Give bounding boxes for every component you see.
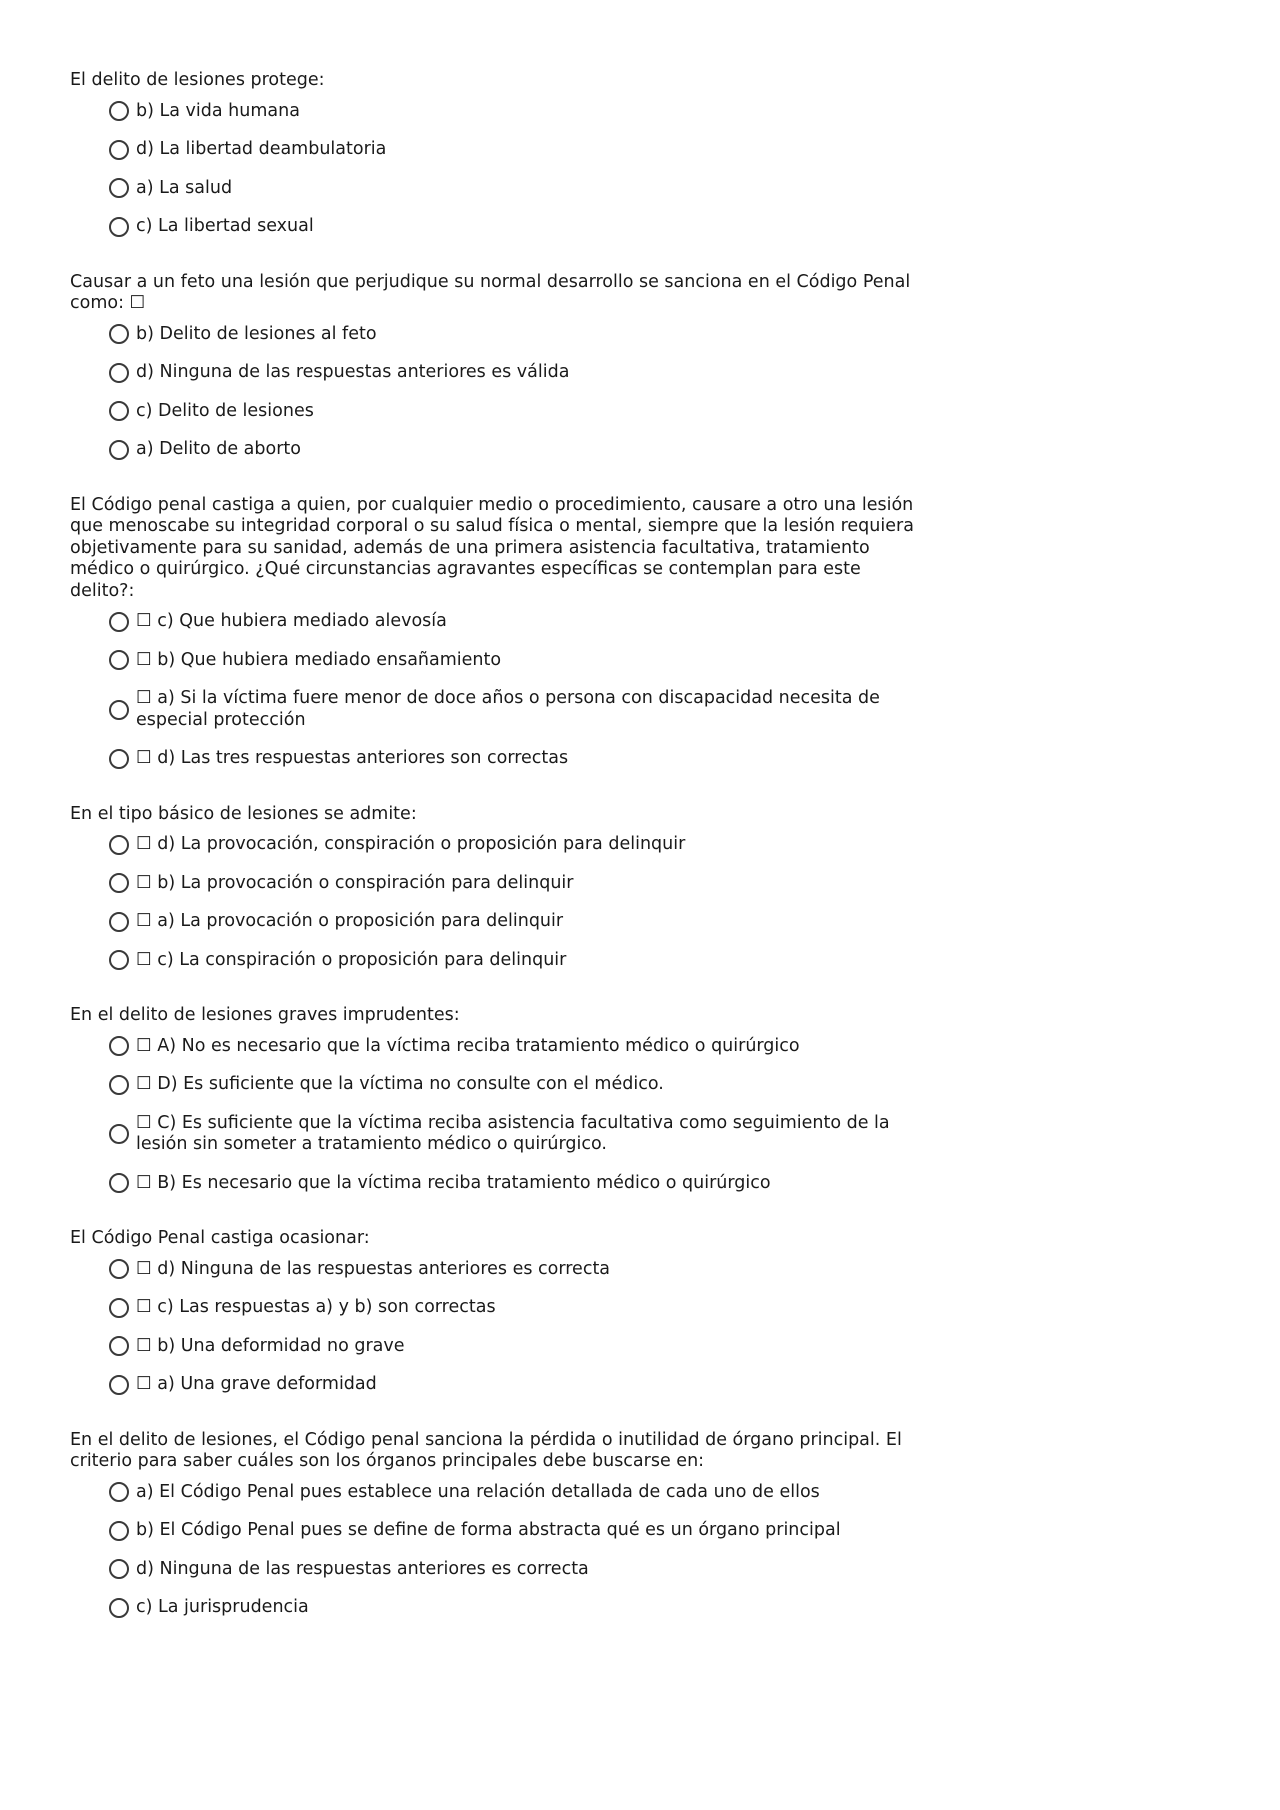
radio-icon[interactable] [109,1521,129,1541]
question-3 [70,495,970,770]
question-text: El Código Penal castiga ocasionar: [70,1228,370,1248]
option[interactable] [70,216,970,238]
radio-icon[interactable] [109,873,129,893]
option-label: ☐ A) No es necesario que la víctima reciba tratamiento médico o quirúrgico [136,1035,800,1056]
radio-icon[interactable] [109,140,129,160]
option[interactable] [70,1036,970,1058]
option-label: d) Ninguna de las respuestas anteriores es válida [136,362,570,382]
option-label: c) La libertad sexual [136,216,314,236]
option-label: d) Ninguna de las respuestas anteriores es correcta [136,1558,589,1579]
option[interactable] [70,401,970,423]
option-label: ☐ d) Las tres respuestas anteriores son correctas [136,748,569,768]
radio-icon[interactable] [109,1598,129,1618]
radio-icon[interactable] [109,1259,129,1279]
radio-icon[interactable] [109,612,129,632]
radio-icon[interactable] [109,700,129,720]
option-label: a) El Código Penal pues establece una relación detallada de cada uno de ellos [136,1481,820,1502]
radio-icon[interactable] [109,912,129,932]
question-5 [70,1005,970,1194]
option[interactable] [70,748,970,770]
option[interactable] [70,1297,970,1319]
radio-icon[interactable] [109,324,129,344]
option-label: ☐ C) Es suficiente que la víctima reciba asistencia facultativa como seguimiento de la lesión sin someter a tratamiento médico o quirúrgico. [136,1112,890,1154]
radio-icon[interactable] [109,650,129,670]
question-2 [70,272,970,461]
radio-icon[interactable] [109,178,129,198]
option-label: ☐ b) La provocación o conspiración para delinquir [136,872,574,893]
radio-icon[interactable] [109,1336,129,1356]
option-label: ☐ a) Una grave deformidad [136,1374,377,1394]
option-label: ☐ b) Que hubiera mediado ensañamiento [136,649,502,670]
option-list [70,1036,970,1195]
option[interactable] [70,1173,970,1195]
radio-icon[interactable] [109,1559,129,1579]
question-text: Causar a un feto una lesión que perjudique su normal desarrollo se sanciona en el Código Penal como: ☐ [70,271,911,313]
option[interactable] [70,911,970,933]
option-list [70,611,970,770]
radio-icon[interactable] [109,1173,129,1193]
quiz-container [70,70,970,1653]
option[interactable] [70,1259,970,1281]
radio-icon[interactable] [109,101,129,121]
option-list [70,324,970,461]
option[interactable] [70,101,970,123]
radio-icon[interactable] [109,440,129,460]
option-label: ☐ d) La provocación, conspiración o proposición para delinquir [136,834,686,854]
option-label: ☐ D) Es suficiente que la víctima no consulte con el médico. [136,1074,664,1094]
option-label: a) La salud [136,177,233,198]
option[interactable] [70,324,970,346]
radio-icon[interactable] [109,1124,129,1144]
option-label: c) Delito de lesiones [136,400,314,421]
option[interactable] [70,650,970,672]
radio-icon[interactable] [109,1075,129,1095]
option-label: ☐ B) Es necesario que la víctima reciba tratamiento médico o quirúrgico [136,1172,771,1193]
option[interactable] [70,834,970,856]
option[interactable] [70,1482,970,1504]
option[interactable] [70,950,970,972]
option-label: b) Delito de lesiones al feto [136,323,377,344]
option[interactable] [70,439,970,461]
option-list [70,834,970,971]
option[interactable] [70,1374,970,1396]
option[interactable] [70,178,970,200]
option-label: c) La jurisprudencia [136,1597,309,1617]
radio-icon[interactable] [109,401,129,421]
option[interactable] [70,1113,970,1156]
option[interactable] [70,1336,970,1358]
question-6 [70,1228,970,1396]
option-label: ☐ c) La conspiración o proposición para delinquir [136,949,567,970]
option-label: a) Delito de aborto [136,439,301,459]
question-text: En el delito de lesiones, el Código penal sanciona la pérdida o inutilidad de órgano principal. El criterio para saber cuáles son los órganos principales debe buscarse en: [70,1429,902,1471]
question-text: El delito de lesiones protege: [70,70,325,90]
radio-icon[interactable] [109,1375,129,1395]
option-label: ☐ c) Las respuestas a) y b) son correctas [136,1297,496,1317]
option-list [70,1259,970,1396]
option-label: ☐ d) Ninguna de las respuestas anteriores es correcta [136,1258,611,1279]
option-label: b) El Código Penal pues se define de forma abstracta qué es un órgano principal [136,1520,841,1540]
option-label: ☐ a) Si la víctima fuere menor de doce años o persona con discapacidad necesita de especial protección [136,688,880,730]
radio-icon[interactable] [109,217,129,237]
radio-icon[interactable] [109,363,129,383]
question-text: El Código penal castiga a quien, por cualquier medio o procedimiento, causare a otro una lesión que menoscabe su integridad corporal o su salud física o mental, siempre que la lesión requiera objetivamente para su sanidad, además de una primera asistencia facultativa, tratamiento médico o quirúrgico. ¿Qué circunstancias agravantes específicas se contemplan para este delito?: [70,494,914,601]
option[interactable] [70,1074,970,1096]
radio-icon[interactable] [109,1036,129,1056]
option[interactable] [70,688,970,731]
radio-icon[interactable] [109,950,129,970]
option-label: ☐ b) Una deformidad no grave [136,1335,405,1356]
question-text: En el delito de lesiones graves imprudentes: [70,1005,460,1025]
option[interactable] [70,611,970,633]
radio-icon[interactable] [109,749,129,769]
option[interactable] [70,1520,970,1542]
option-label: ☐ c) Que hubiera mediado alevosía [136,611,447,631]
option[interactable] [70,362,970,384]
option[interactable] [70,1559,970,1581]
option-list [70,1482,970,1619]
option[interactable] [70,873,970,895]
question-1 [70,70,970,238]
option-label: b) La vida humana [136,100,300,121]
option[interactable] [70,139,970,161]
option-label: d) La libertad deambulatoria [136,139,387,159]
question-text: En el tipo básico de lesiones se admite: [70,803,417,824]
radio-icon[interactable] [109,835,129,855]
question-7 [70,1430,970,1619]
option[interactable] [70,1597,970,1619]
option-list [70,101,970,238]
option-label: ☐ a) La provocación o proposición para delinquir [136,911,564,931]
radio-icon[interactable] [109,1482,129,1502]
radio-icon[interactable] [109,1298,129,1318]
question-4 [70,804,970,972]
